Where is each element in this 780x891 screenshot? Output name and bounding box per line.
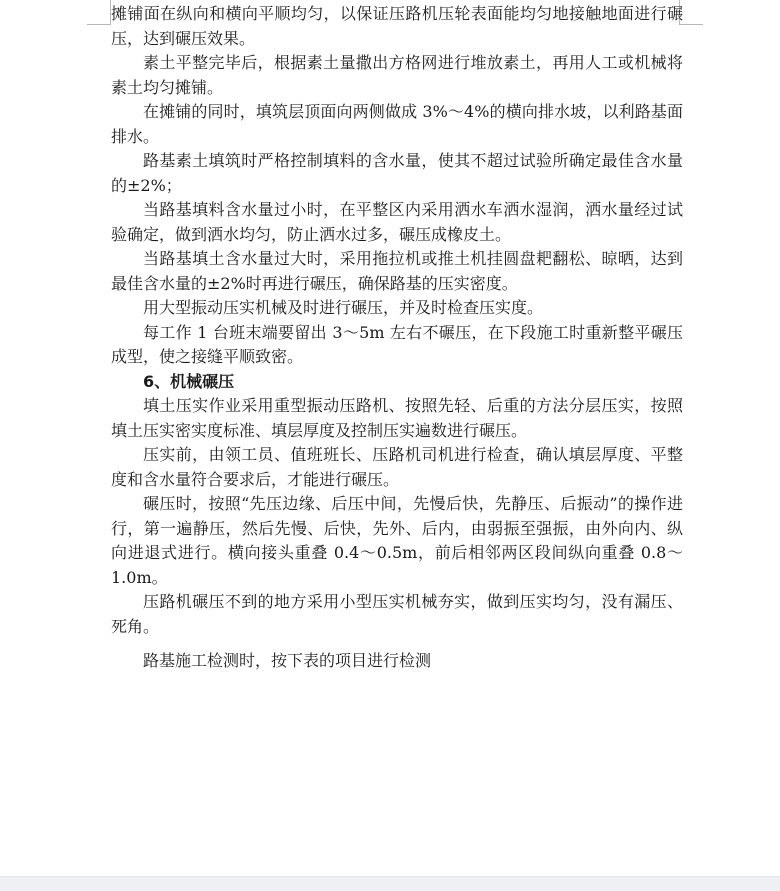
page-margin-marker-top-left <box>87 0 111 25</box>
paragraph: 当路基填土含水量过大时，采用拖拉机或推土机挂圆盘耙翻松、晾晒，达到最佳含水量的±2%时再进行碾压，确保路基的压实密度。 <box>111 249 683 293</box>
section-heading: 6、机械碾压 <box>143 371 235 391</box>
paragraph: 路基素土填筑时严格控制填料的含水量，使其不超过试验所确定最佳含水量的±2%； <box>111 151 683 195</box>
paragraph: 在摊铺的同时，填筑层顶面向两侧做成 3%～4%的横向排水坡，以利路基面排水。 <box>111 102 683 146</box>
paragraph: 压实前，由领工员、值班班长、压路机司机进行检查，确认填层厚度、平整度和含水量符合要求后，才能进行碾压。 <box>111 445 683 489</box>
paragraph: 当路基填料含水量过小时，在平整区内采用洒水车洒水湿润，洒水量经过试验确定，做到洒水均匀，防止洒水过多，碾压成橡皮土。 <box>111 200 683 244</box>
paragraph: 用大型振动压实机械及时进行碾压，并及时检查压实度。 <box>143 298 544 317</box>
paragraph: 碾压时，按照“先压边缘、后压中间，先慢后快，先静压、后振动”的操作进行，第一遍静压，然后先慢、后快，先外、后内，由弱振至强振，由外向内、纵向进退式进行。横向接头重叠 0.4～0.5m，前后相邻两区段间纵向重叠 0.8～1.0m。 <box>111 494 683 587</box>
paragraph: 素土平整完毕后，根据素土量撒出方格网进行堆放素土，再用人工或机械将素土均匀摊铺。 <box>111 53 683 97</box>
paragraph: 每工作 1 台班末端要留出 3～5m 左右不碾压，在下段施工时重新整平碾压成型，使之接缝平顺致密。 <box>111 322 683 366</box>
document-body[interactable] <box>111 2 683 674</box>
paragraph: 路基施工检测时，按下表的项目进行检测 <box>143 651 432 670</box>
page-bottom-gutter <box>0 876 780 891</box>
paragraph: 摊铺面在纵向和横向平顺均匀，以保证压路机压轮表面能均匀地接触地面进行碾压，达到碾压效果。 <box>111 4 683 48</box>
paragraph: 填土压实作业采用重型振动压路机、按照先轻、后重的方法分层压实，按照填土压实密实度标准、填层厚度及控制压实遍数进行碾压。 <box>111 396 683 440</box>
paragraph: 压路机碾压不到的地方采用小型压实机械夯实，做到压实均匀，没有漏压、死角。 <box>111 592 683 636</box>
